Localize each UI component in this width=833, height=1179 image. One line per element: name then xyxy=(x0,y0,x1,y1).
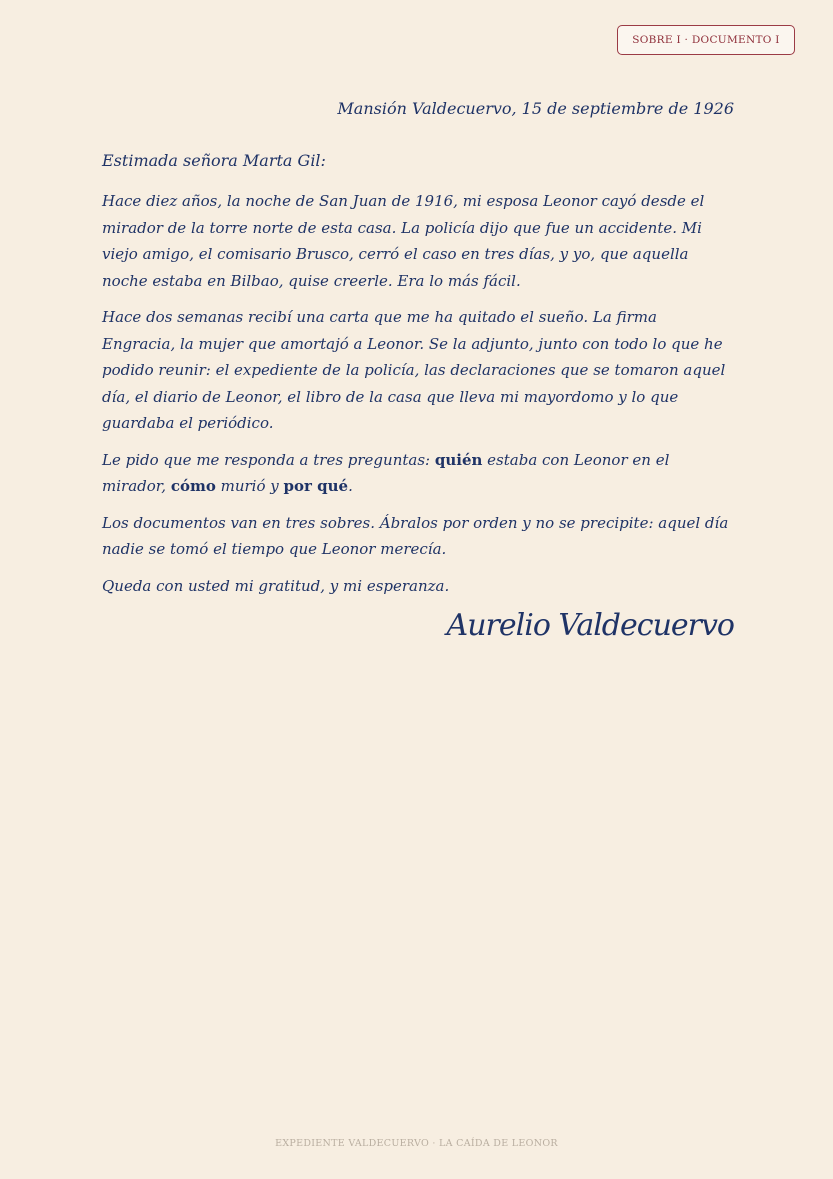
paragraph-1: Hace diez años, la noche de San Juan de 1916, mi esposa Leonor cayó desde el mirador de la torre norte de esta casa. La policía dijo que fue un accidente. Mi viejo amigo, el comisario Brusco, cerró el caso en tres días, y yo, que aquella noche estaba en Bilbao, quise creerle. Era lo más fácil. xyxy=(102,192,705,290)
salutation: Estimada señora Marta Gil: xyxy=(102,151,326,170)
paragraph-4: Los documentos van en tres sobres. Ábralos por orden y no se precipite: aquel día nadie se tomó el tiempo que Leonor merecía. xyxy=(102,513,729,558)
date-line: Mansión Valdecuervo, 15 de septiembre de 1926 xyxy=(337,99,734,118)
paragraph-3-end: . xyxy=(348,477,353,495)
signature: Aurelio Valdecuervo xyxy=(446,608,734,643)
paragraph-3-mid-2: murió y xyxy=(215,477,284,495)
question-how: cómo xyxy=(170,477,216,495)
paragraph-2: Hace dos semanas recibí una carta que me ha quitado el sueño. La firma Engracia, la mujer que amortajó a Leonor. Se la adjunto, junto con todo lo que he podido reunir: el expediente de la policía, las declaraciones que se tomaron aquel día, el diario de Leonor, el libro de la casa que lleva mi mayordomo y lo que guardaba el periódico. xyxy=(102,308,726,432)
question-who: quién xyxy=(434,450,483,469)
document-badge: SOBRE I · DOCUMENTO I xyxy=(617,25,795,55)
paragraph-3 xyxy=(102,447,734,500)
page-footer: EXPEDIENTE VALDECUERVO · LA CAÍDA DE LEONOR xyxy=(275,1138,558,1149)
question-why: por qué xyxy=(283,477,349,495)
paragraph-3-intro: Le pido que me responda a tres preguntas: xyxy=(102,450,435,469)
closing-line: Queda con usted mi gratitud, y mi esperanza. xyxy=(102,576,450,595)
paragraph-3-mid-1: estaba con Leonor en el mirador, xyxy=(102,450,670,495)
letter-body xyxy=(102,96,734,599)
